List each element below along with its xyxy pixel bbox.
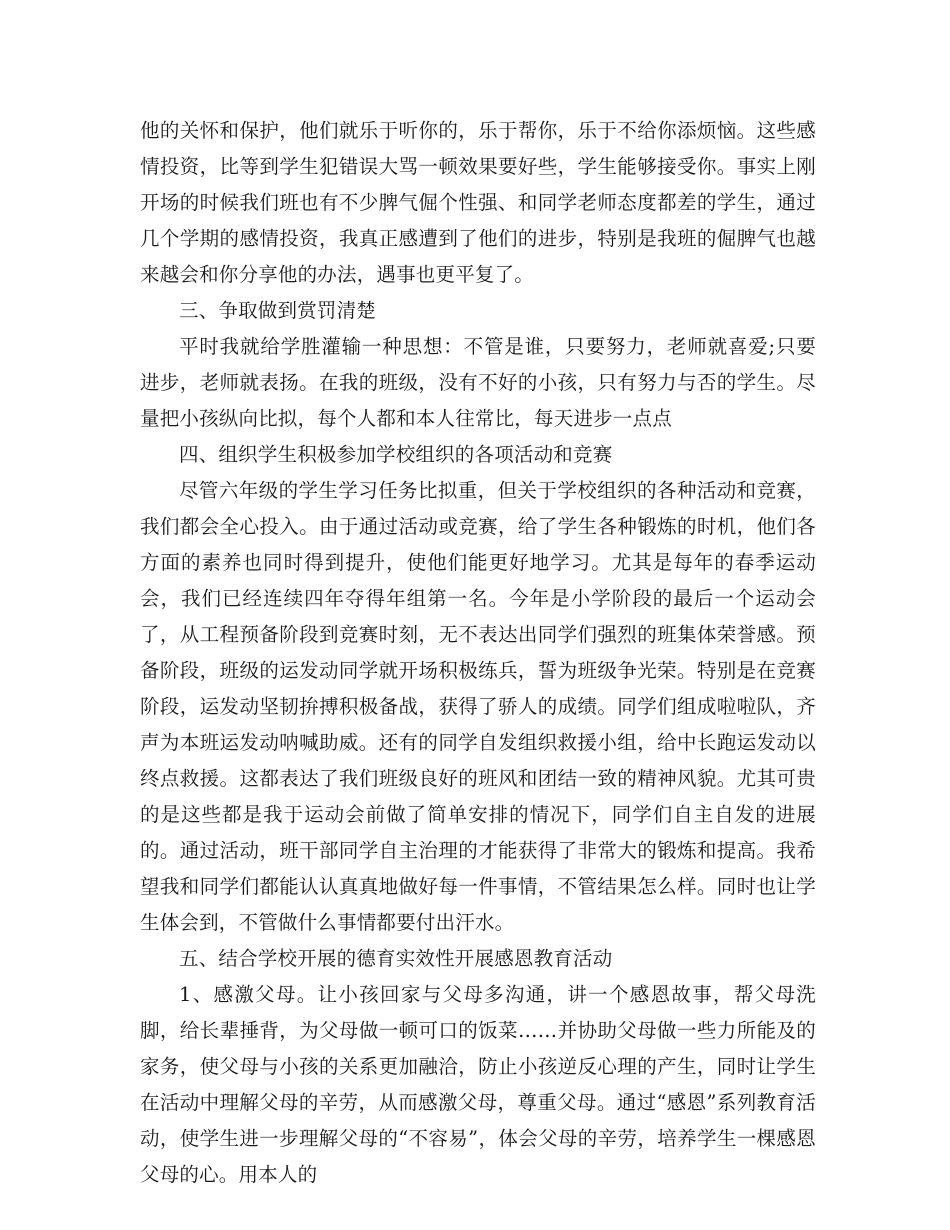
section-heading-4: 四、组织学生积极参加学校组织的各项活动和竞赛 [179,443,613,466]
section-heading-3: 三、争取做到赏罚清楚 [179,299,377,322]
paragraph-reward-punish: 平时我就给学胜灌输一种思想：不管是谁，只要努力，老师就喜爱;只要进步，老师就表扬。在我的班级，没有不好的小孩，只有努力与否的学生。尽量把小孩纵向比拟，每个人都和本人往常比，每天进步一点点 [140,335,816,430]
document-page [140,113,816,1193]
paragraph-continued: 他的关怀和保护，他们就乐于听你的，乐于帮你，乐于不给你添烦恼。这些感情投资，比等到学生犯错误大骂一顿效果要好些，学生能够接受你。事实上刚开场的时候我们班也有不少脾气倔个性强、和同学老师态度都差的学生，通过几个学期的感情投资，我真正感遭到了他们的进步，特别是我班的倔脾气也越来越会和你分享他的办法，遇事也更平复了。 [140,119,816,286]
paragraph-gratitude-parents: 1、感激父母。让小孩回家与父母多沟通，讲一个感恩故事，帮父母洗脚，给长辈捶背，为父母做一顿可口的饭菜……并协助父母做一些力所能及的家务，使父母与小孩的关系更加融洽，防止小孩逆反心理的产生，同时让学生在活动中理解父母的辛劳，从而感激父母，尊重父母。通过“感恩”系列教育活动，使学生进一步理解父母的“不容易”，体会父母的辛劳，培养学生一棵感恩父母的心。用本人的 [140,983,816,1186]
paragraph-activities: 尽管六年级的学生学习任务比拟重，但关于学校组织的各种活动和竞赛，我们都会全心投入。由于通过活动或竞赛，给了学生各种锻炼的时机，他们各方面的素养也同时得到提升，使他们能更好地学习。尤其是每年的春季运动会，我们已经连续四年夺得年组第一名。今年是小学阶段的最后一个运动会了，从工程预备阶段到竞赛时刻，无不表达出同学们强烈的班集体荣誉感。预备阶段，班级的运发动同学就开场积极练兵，誓为班级争光荣。特别是在竞赛阶段，运发动坚韧拚搏积极备战，获得了骄人的成绩。同学们组成啦啦队，齐声为本班运发动呐喊助威。还有的同学自发组织救援小组，给中长跑运发动以终点救援。这都表达了我们班级良好的班风和团结一致的精神风貌。尤其可贵的是这些都是我于运动会前做了简单安排的情况下，同学们自主自发的进展的。通过活动，班干部同学自主治理的才能获得了非常大的锻炼和提高。我希望我和同学们都能认认真真地做好每一件事情，不管结果怎么样。同时也让学生体会到，不管做什么事情都要付出汗水。 [140,479,816,934]
section-heading-5: 五、结合学校开展的德育实效性开展感恩教育活动 [179,947,613,970]
